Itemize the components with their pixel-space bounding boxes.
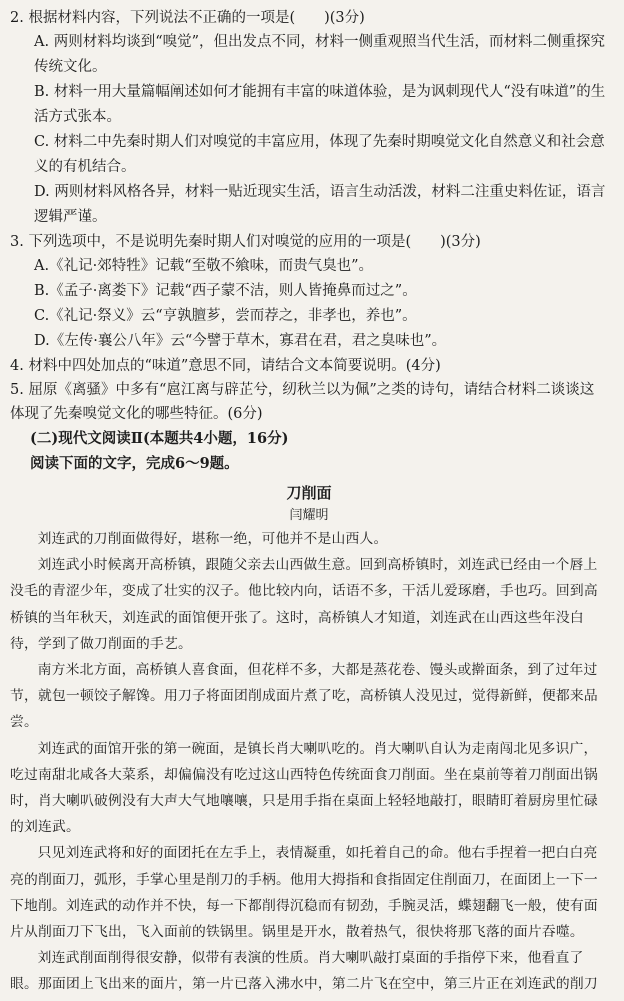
option-a: A. 两则材料均谈到“嗅觉”，但出发点不同，材料一侧重观照当代生活，而材料二侧重探究传统文化。 [34,34,606,75]
option-d: D.《左传·襄公八年》云“今譬于草木，寡君在君，君之臭味也”。 [34,333,447,349]
story-paragraph: 刘连武的面馆开张的第一碗面，是镇长肖大喇叭吃的。肖大喇叭自认为走南闯北见多识广，吃过南甜北咸各大菜系，却偏偏没有吃过这山西特色传统面食刀削面。坐在桌前等着刀削面出锅时，肖大喇叭破例没有大声大气地嚷嚷，只是用手指在桌面上轻轻地敲打，眼睛盯着厨房里忙碌的刘连武。 [10,740,598,836]
story-title: 刀削面 [286,484,332,502]
section-header: (二)现代文阅读Ⅱ(本题共4小题，16分) [30,430,289,447]
story-paragraph: 只见刘连武将和好的面团托在左手上，表情凝重，如托着自己的命。他右手捏着一把白白亮亮的削面刀，弧形，手掌心里是削刀的手柄。他用大拇指和食指固定住削面刀，在面团上一下一下地削。刘连武的动作并不快，每一下都削得沉稳而有韧劲，手腕灵活，蝶翅翻飞一般，使有面片从削面刀下飞出，飞入面前的铁锅里。锅里是开水，散着热气，很快将那飞落的面片吞噬。 [10,845,598,941]
reading-instruction: 阅读下面的文字，完成6～9题。 [30,455,239,472]
story-paragraph: 刘连武小时候离开高桥镇，跟随父亲去山西做生意。回到高桥镇时，刘连武已经由一个唇上没毛的青涩少年，变成了壮实的汉子。他比较内向，话语不多，干活儿爱琢磨，手也巧。回到高桥镇的当年秋天，刘连武的面馆便开张了。这时，高桥镇人才知道，刘连武在山西这些年没白待，学到了做刀削面的手艺。 [10,557,598,652]
question-4: 4. 材料中四处加点的“味道”意思不同，请结合文本简要说明。(4分) [10,358,441,374]
story-paragraph: 刘连武的刀削面做得好，堪称一绝，可他并不是山西人。 [37,531,388,547]
option-b: B. 材料一用大量篇幅阐述如何才能拥有丰富的味道体验，是为讽刺现代人“没有味道”的生活方式张本。 [34,84,606,125]
story-author: 闫耀明 [289,508,329,523]
question-3 [10,230,608,354]
question-stem: 3. 下列选项中，不是说明先秦时期人们对嗅觉的应用的一项是( )(3分) [10,234,481,250]
story-paragraph: 南方米北方面，高桥镇人喜食面，但花样不多，大都是蒸花卷、馒头或擀面条，到了过年过节，就包一顿饺子解馋。用刀子将面团削成面片煮了吃，高桥镇人没见过，觉得新鲜，便都来品尝。 [10,662,598,731]
option-c: C. 材料二中先秦时期人们对嗅觉的丰富应用，体现了先秦时期嗅觉文化自然意义和社会意义的有机结合。 [34,134,605,175]
question-stem: 2. 根据材料内容，下列说法不正确的一项是( )(3分) [10,10,365,26]
option-a: A.《礼记·郊特牲》记载“至敬不飨味，而贵气臭也”。 [34,258,374,274]
option-c: C.《礼记·祭义》云“亨孰膻芗，尝而荐之，非孝也，养也”。 [34,308,417,324]
option-b: B.《孟子·离娄下》记载“西子蒙不洁，则人皆掩鼻而过之”。 [34,283,417,299]
story-paragraph: 刘连武削面削得很安静，似带有表演的性质。肖大喇叭敲打桌面的手指停下来，他看直了眼。那面团上飞出来的面片，第一片已落入沸水中，第二片飞在空中，第三片正在刘连武的削刀 [10,950,598,993]
question-2 [10,6,608,230]
option-d: D. 两则材料风格各异，材料一贴近现实生活，语言生动活泼，材料二注重史料佐证，语言逻辑严谨。 [34,184,606,225]
question-5: 5. 屈原《离骚》中多有“扈江离与辟芷兮，纫秋兰以为佩”之类的诗句，请结合材料二谈谈这体现了先秦嗅觉文化的哪些特征。(6分) [10,382,595,422]
